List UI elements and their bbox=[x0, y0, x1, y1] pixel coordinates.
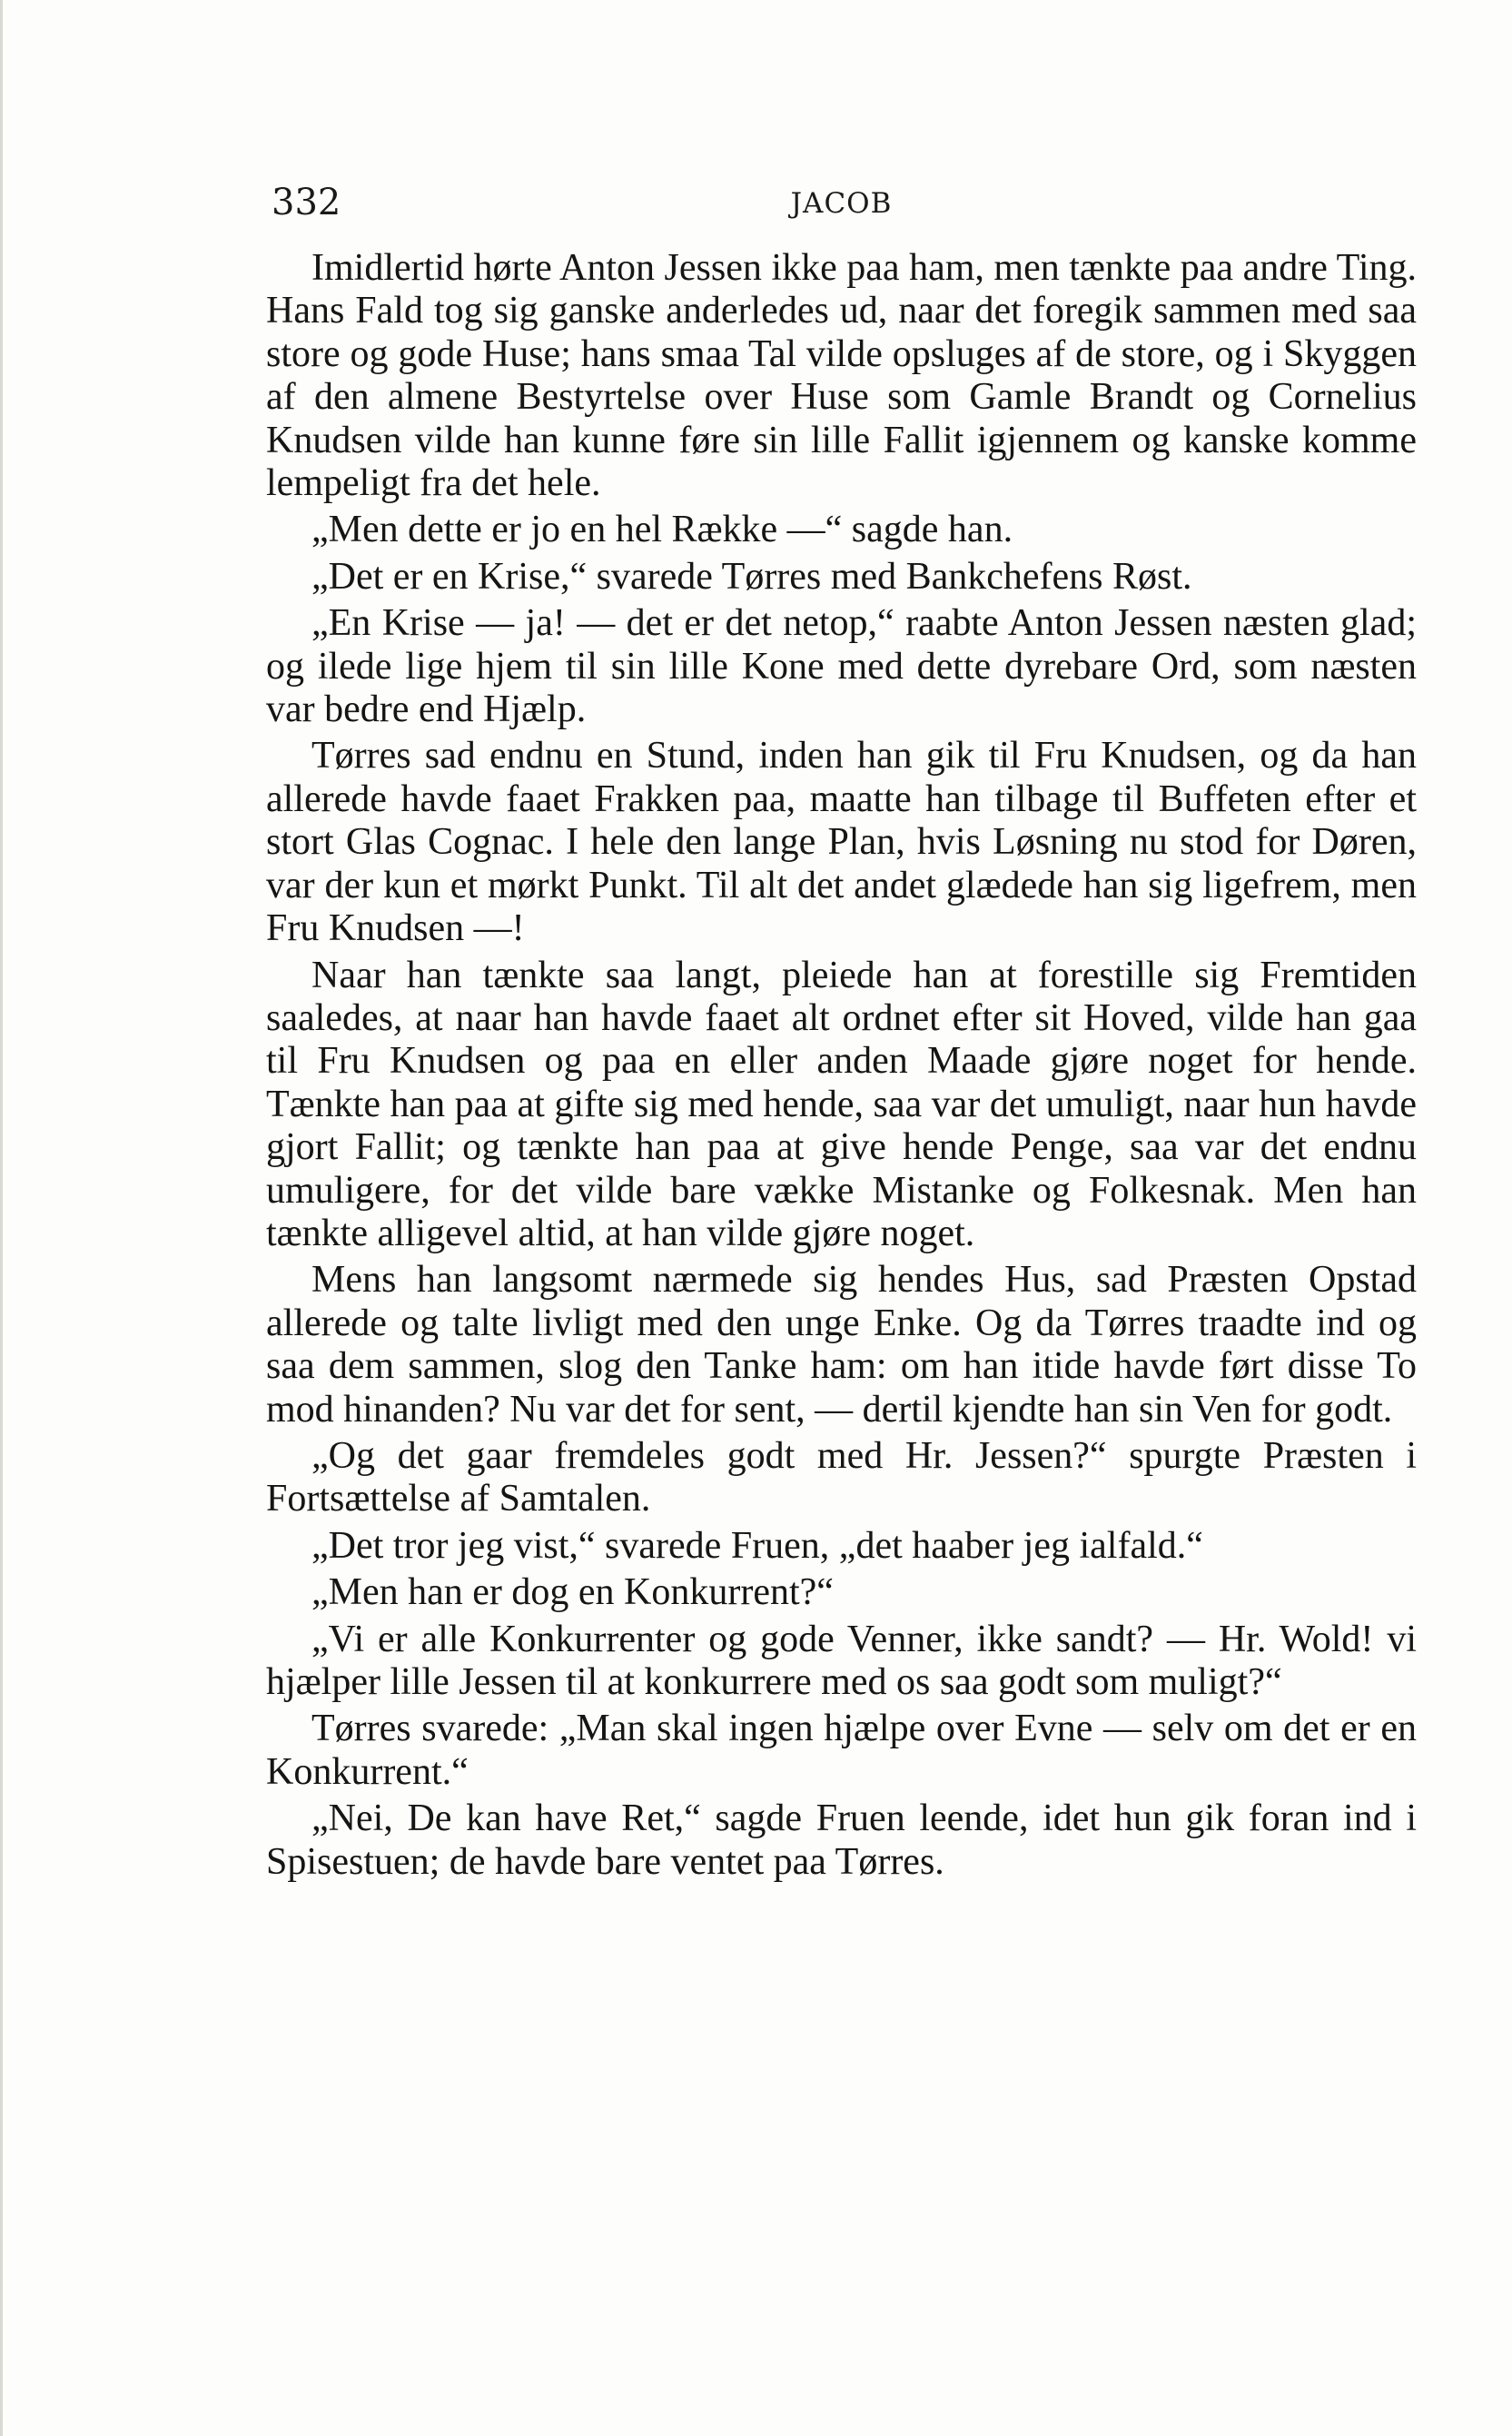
paragraph: „Men dette er jo en hel Række —“ sagde han. bbox=[311, 509, 1013, 551]
paragraph: „En Krise — ja! — det er det netop,“ raabte Anton Jessen næsten glad; og ilede lige hjem til sin lille Kone med dette dyrebare Ord, som næsten var bedre end Hjælp. bbox=[266, 602, 1417, 731]
paragraph: „Vi er alle Konkurrenter og gode Venner, ikke sandt? — Hr. Wold! vi hjælper lille Jessen til at konkurrere med os saa godt som muligt?“ bbox=[266, 1618, 1417, 1703]
body-text bbox=[266, 247, 1417, 1887]
paragraph: Naar han tænkte saa langt, pleiede han at forestille sig Fremtiden saaledes, at naar han havde faaet alt ordnet efter sit Hoved, vilde han gaa til Fru Knudsen og paa en eller anden Maade gjøre noget for hende. Tænkte han paa at gifte sig med hende, saa var det umuligt, naar hun havde gjort Fallit; og tænkte han paa at give hende Penge, saa var det endnu umuligere, for det vilde bare vække Mistanke og Folkesnak. Men han tænkte alligevel altid, at han vilde gjøre noget. bbox=[266, 954, 1417, 1254]
paragraph: „Det tror jeg vist,“ svarede Fruen, „det haaber jeg ialfald.“ bbox=[311, 1524, 1203, 1567]
paragraph: Tørres sad endnu en Stund, inden han gik til Fru Knudsen, og da han allerede havde faaet Frakken paa, maatte han tilbage til Buffeten efter et stort Glas Cognac. I hele den lange Plan, hvis Løsning nu stod for Døren, var der kun et mørkt Punkt. Til alt det andet glædede han sig ligefrem, men Fru Knudsen —! bbox=[266, 735, 1417, 950]
running-head: JACOB bbox=[790, 187, 893, 220]
paragraph: Imidlertid hørte Anton Jessen ikke paa ham, men tænkte paa andre Ting. Hans Fald tog sig ganske anderledes ud, naar det foregik sammen med saa store og gode Huse; hans smaa Tal vilde opsluges af de store, og i Skyggen af den almene Bestyrtelse over Huse som Gamle Brandt og Cornelius Knudsen vilde han kunne føre sin lille Fallit igjennem og kanske komme lempeligt fra det hele. bbox=[266, 247, 1417, 505]
page-number: 332 bbox=[272, 182, 341, 223]
paragraph: Mens han langsomt nærmede sig hendes Hus, sad Præsten Opstad allerede og talte livligt med den unge Enke. Og da Tørres traadte ind og saa dem sammen, slog den Tanke ham: om han itide havde ført disse To mod hinanden? Nu var det for sent, — dertil kjendte han sin Ven for godt. bbox=[266, 1259, 1417, 1431]
paragraph: „Det er en Krise,“ svarede Tørres med Bankchefens Røst. bbox=[311, 555, 1192, 598]
paragraph: „Men han er dog en Konkurrent?“ bbox=[311, 1571, 834, 1614]
paragraph: Tørres svarede: „Man skal ingen hjælpe over Evne — selv om det er en Konkurrent.“ bbox=[266, 1708, 1417, 1793]
paragraph: „Nei, De kan have Ret,“ sagde Fruen leende, idet hun gik foran ind i Spisestuen; de havde bare ventet paa Tørres. bbox=[266, 1797, 1417, 1883]
page-header bbox=[266, 182, 1417, 236]
paragraph: „Og det gaar fremdeles godt med Hr. Jessen?“ spurgte Præsten i Fortsættelse af Samtalen. bbox=[266, 1434, 1417, 1520]
